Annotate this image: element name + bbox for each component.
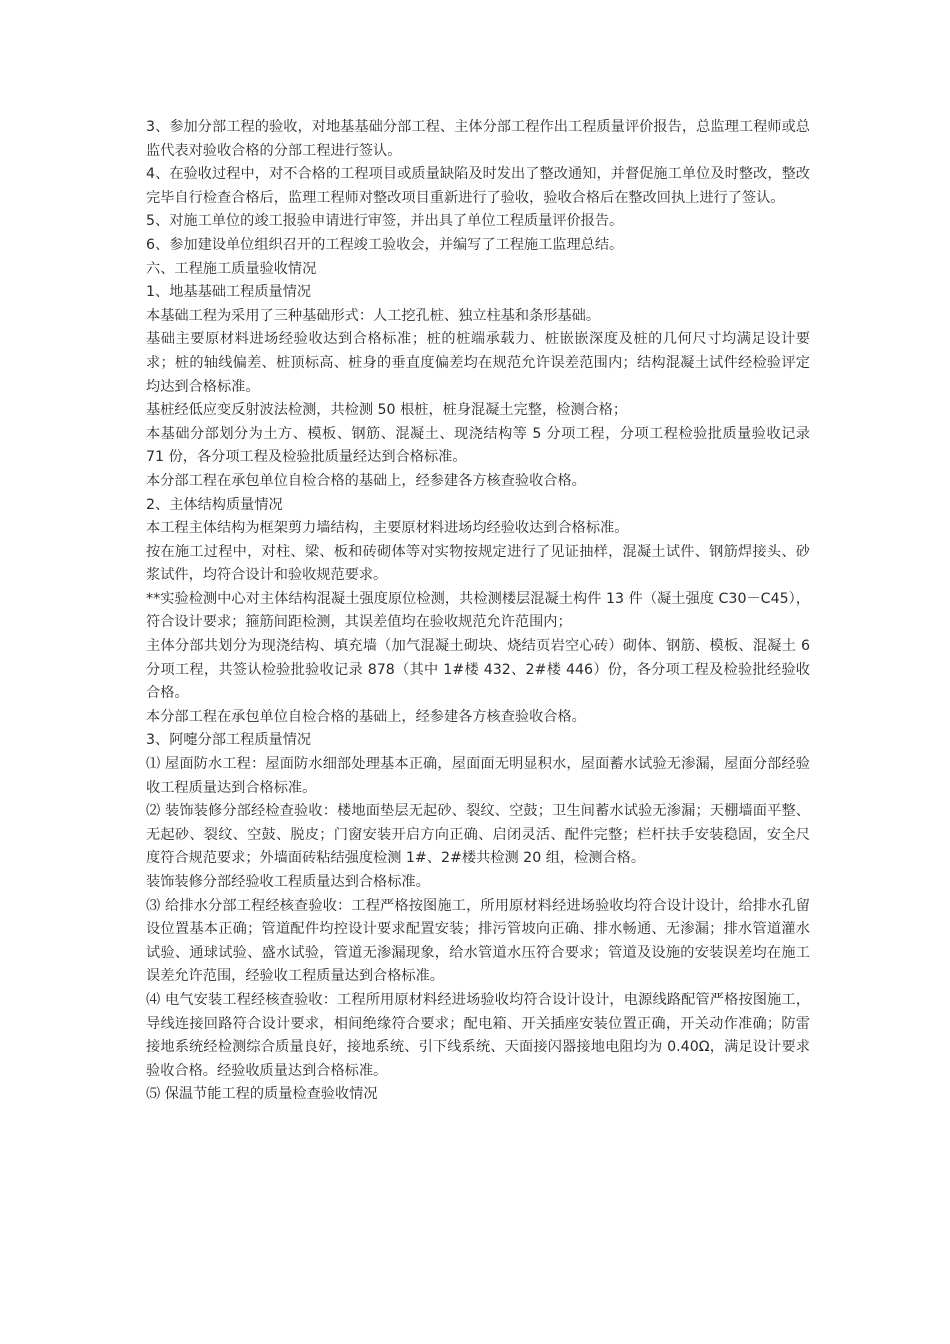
paragraph-electrical: ⑷ 电气安装工程经核查验收：工程所用原材料经进场验收均符合设计设计，电源线路配管严格按图施工，导线连接回路符合设计要求，相间绝缘符合要求；配电箱、开关插座安装位置正确，开关动作准确；防雷接地系统经检测综合质量良好，接地系统、引下线系统、天面接闪器接地电阻均为 0.40Ω，满足设计要求验收合格。经验收质量达到合格标准。 <box>146 991 810 1079</box>
paragraph-decoration: ⑵ 装饰装修分部经检查验收：楼地面垫层无起砂、裂纹、空鼓；卫生间蓄水试验无渗漏；天棚墙面平整、无起砂、裂纹、空鼓、脱皮；门窗安装开启方向正确、启闭灵活、配件完整；栏杆扶手安装稳固，安全尺度符合规范要求；外墙面砖粘结强度检测 1#、2#楼共检测 20 组，检测合格。 <box>146 803 810 867</box>
paragraph-acceptance-item-3: 3、参加分部工程的验收，对地基基础分部工程、主体分部工程作出工程质量评价报告，总监理工程师或总监代表对验收合格的分部工程进行签认。 <box>146 119 810 159</box>
paragraph-foundation-types: 本基础工程为采用了三种基础形式：人工挖孔桩、独立柱基和条形基础。 <box>146 307 601 324</box>
paragraph-structure-conclusion: 本分部工程在承包单位自检合格的基础上，经参建各方核查验收合格。 <box>146 708 586 725</box>
section-heading-6: 六、工程施工质量验收情况 <box>146 260 317 277</box>
paragraph-acceptance-item-4: 4、在验收过程中，对不合格的工程项目或质量缺陷及时发出了整改通知，并督促施工单位及时整改，整改完毕自行检查合格后，监理工程师对整改项目重新进行了验收，验收合格后在整改回执上进行了签认。 <box>146 166 810 206</box>
subsection-heading-main-structure: 2、主体结构质量情况 <box>146 496 283 513</box>
paragraph-sampling: 按在施工过程中，对柱、梁、板和砖砌体等对实物按规定进行了见证抽样，混凝土试件、钢筋焊接头、砂浆试件，均符合设计和验收规范要求。 <box>146 543 810 584</box>
paragraph-pile-testing: 基桩经低应变反射波法检测，共检测 50 根桩，桩身混凝土完整，检测合格； <box>146 402 628 419</box>
paragraph-plumbing: ⑶ 给排水分部工程经核查验收：工程严格按图施工，所用原材料经进场验收均符合设计设计，给排水孔留设位置基本正确；管道配件均控设计要求配置安装；排污管坡向正确、排水畅通、无渗漏；排水管道灌水试验、通球试验、盛水试验，管道无渗漏现象，给水管道水压符合要求；管道及设施的安装误差均在施工误差允许范围，经验收工程质量达到合格标准。 <box>146 897 810 985</box>
paragraph-structure-type: 本工程主体结构为框架剪力墙结构，主要原材料进场均经验收达到合格标准。 <box>146 520 629 537</box>
subsection-heading-other-divisions: 3、阿嚏分部工程质量情况 <box>146 732 312 749</box>
paragraph-foundation-conclusion: 本分部工程在承包单位自检合格的基础上，经参建各方核查验收合格。 <box>146 472 586 489</box>
paragraph-foundation-materials: 基础主要原材料进场经验收达到合格标准；桩的桩端承载力、桩嵌嵌深度及桩的几何尺寸均满足设计要求；桩的轴线偏差、桩顶标高、桩身的垂直度偏差均在规范允许误差范围内；结构混凝土试件经检验评定均达到合格标准。 <box>146 331 810 395</box>
document-page <box>146 116 810 1107</box>
paragraph-decoration-conclusion: 装饰装修分部经验收工程质量达到合格标准。 <box>146 874 430 890</box>
paragraph-acceptance-item-5: 5、对施工单位的竣工报验申请进行审签，并出具了单位工程质量评价报告。 <box>146 213 624 230</box>
paragraph-insulation-heading: ⑸ 保温节能工程的质量检查验收情况 <box>146 1086 378 1103</box>
paragraph-structure-division: 主体分部共划分为现浇结构、填充墙（加气混凝土砌块、烧结页岩空心砖）砌体、钢筋、模板、混凝土 6 分项工程，共签认检验批验收记录 878（其中 1#楼 432、2#楼 446）份，各分项工程及检验批经验收合格。 <box>146 638 810 702</box>
paragraph-roof-waterproofing: ⑴ 屋面防水工程：屋面防水细部处理基本正确，屋面面无明显积水，屋面蓄水试验无渗漏，屋面分部经验收工程质量达到合格标准。 <box>146 756 810 796</box>
subsection-heading-foundation: 1、地基基础工程质量情况 <box>146 284 312 301</box>
paragraph-concrete-testing: **实验检测中心对主体结构混凝土强度原位检测，共检测楼层混凝土构件 13 件（凝土强度 C30－C45），符合设计要求；箍筋间距检测，其误差值均在验收规范允许范围内； <box>146 590 810 631</box>
paragraph-acceptance-item-6: 6、参加建设单位组织召开的工程竣工验收会，并编写了工程施工监理总结。 <box>146 236 624 253</box>
paragraph-foundation-division: 本基础分部划分为土方、模板、钢筋、混凝土、现浇结构等 5 分项工程，分项工程检验批质量验收记录 71 份，各分项工程及检验批质量经达到合格标准。 <box>146 425 810 466</box>
